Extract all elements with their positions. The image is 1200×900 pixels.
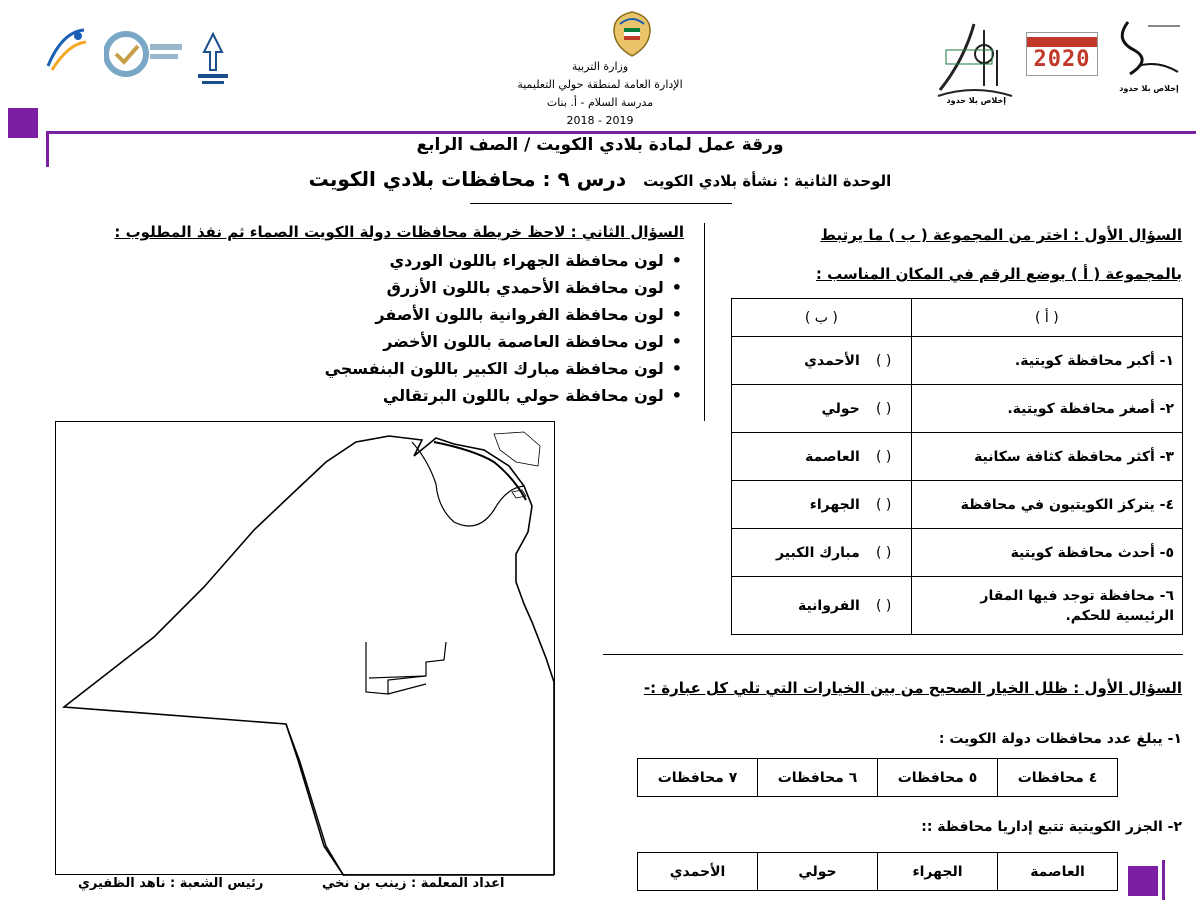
instruction-item: • لون محافظة مبارك الكبير باللون البنفسجي [325, 355, 682, 382]
match-answer-cell[interactable] [732, 337, 912, 385]
jahra-ahmadi-border [286, 724, 344, 876]
kuwait-outline [64, 436, 554, 876]
table-row [732, 433, 1183, 481]
answer-blank[interactable]: ( ) [875, 597, 892, 614]
match-statement: ٢- أصغر محافظة كويتية. [911, 385, 1182, 433]
choice-option[interactable]: الجهراء [878, 853, 998, 891]
answer-blank[interactable]: ( ) [875, 400, 892, 417]
answer-blank[interactable]: ( ) [875, 448, 892, 465]
worksheet-lesson-line [0, 167, 1200, 191]
title-underline [470, 203, 732, 204]
section-divider [603, 654, 1183, 655]
table-row [732, 481, 1183, 529]
question-two-heading: السؤال الثاني : لاحظ خريطة محافظات دولة الكويت الصماء ثم نفذ المطلوب : [114, 223, 684, 241]
worksheet-title: ورقة عمل لمادة بلادي الكويت / الصف الرابع [416, 135, 784, 155]
match-option: حولي [821, 400, 860, 417]
logo-salam-slogan: إخلاص بلا حدود [1119, 84, 1179, 93]
instruction-item: • لون محافظة الأحمدي باللون الأزرق [325, 274, 682, 301]
question-one-heading-line1: السؤال الأول : اختر من المجموعة ( ب ) ما يرتبط [820, 226, 1182, 244]
match-statement: ١- أكبر محافظة كويتية. [911, 337, 1182, 385]
header-year: 2018 - 2019 [566, 114, 634, 127]
table-row [732, 529, 1183, 577]
choice-option[interactable]: ٧ محافظات [638, 759, 758, 797]
answer-blank[interactable]: ( ) [875, 352, 892, 369]
corner-square-bottom [1128, 866, 1158, 896]
match-option: الأحمدي [804, 352, 860, 369]
logo-kuwait-emblem [610, 10, 654, 58]
instruction-item: • لون محافظة الفروانية باللون الأصفر [325, 301, 682, 328]
choice-option[interactable]: العاصمة [998, 853, 1118, 891]
match-answer-cell[interactable] [732, 433, 912, 481]
choice-option[interactable]: ٤ محافظات [998, 759, 1118, 797]
match-statement: ٣- أكثر محافظة كثافة سكانية [911, 433, 1182, 481]
logo-salam-school [1108, 16, 1188, 88]
match-statement: ٦- محافظة توجد فيها المقار الرئيسية للحكم. [911, 577, 1182, 635]
match-answer-cell[interactable] [732, 529, 912, 577]
table-row [732, 385, 1183, 433]
footer-rule [1162, 860, 1165, 900]
match-statement: ٤- يتركز الكويتيون في محافظة [911, 481, 1182, 529]
match-option: مبارك الكبير [776, 544, 860, 561]
instruction-item: • لون محافظة حولي باللون البرتقالي [325, 382, 682, 409]
answer-blank[interactable]: ( ) [875, 496, 892, 513]
logo-2020-text: 2020 [1033, 46, 1091, 72]
answer-blank[interactable]: ( ) [875, 544, 892, 561]
choice-question-2: ٢- الجزر الكويتية تتبع إداريا محافظة :: [921, 819, 1182, 835]
choice-question-1: ١- يبلغ عدد محافظات دولة الكويت : [938, 731, 1182, 747]
col-b-header: ( ب ) [732, 299, 912, 337]
logo-towers-slogan: إخلاص بلا حدود [946, 96, 1006, 105]
header-directorate: الإدارة العامة لمنطقة حولي التعليمية [517, 78, 683, 91]
logo-vision-2020 [1026, 32, 1098, 76]
match-option: الجهراء [809, 496, 860, 513]
column-divider [704, 223, 705, 421]
header-ministry: وزارة التربية [571, 60, 629, 73]
corner-square-top [8, 108, 38, 138]
match-answer-cell[interactable] [732, 385, 912, 433]
match-answer-cell[interactable] [732, 481, 912, 529]
governorate-border-3 [388, 684, 426, 694]
table-header-row [732, 299, 1183, 337]
header-rule [46, 131, 1196, 134]
unit-label: الوحدة الثانية : نشأة بلادي الكويت [643, 172, 892, 190]
match-answer-cell[interactable] [732, 577, 912, 635]
match-option: الفروانية [797, 597, 860, 614]
coloring-instructions [325, 247, 682, 409]
footer-head: رئيس الشعبة : ناهد الظفيري [78, 876, 264, 891]
choice-option[interactable]: ٦ محافظات [758, 759, 878, 797]
choice-option[interactable]: حولي [758, 853, 878, 891]
match-option: العاصمة [805, 448, 860, 465]
choice-options-2 [637, 852, 1118, 891]
choice-heading: السؤال الأول : ظلل الخيار الصحيح من بين الخيارات التي تلي كل عبارة :- [643, 679, 1182, 697]
question-one-heading-line2: بالمجموعة ( أ ) بوضع الرقم في المكان المناسب : [815, 265, 1182, 283]
governorate-border-1 [366, 642, 446, 694]
lesson-label: درس ٩ : محافظات بلادي الكويت [308, 167, 627, 191]
kuwait-blank-map [55, 421, 555, 875]
match-statement: ٥- أحدث محافظة كويتية [911, 529, 1182, 577]
table-row [732, 577, 1183, 635]
bay-coast [412, 442, 524, 526]
header-school: مدرسة السلام - أ. بنات [546, 96, 654, 109]
table-row [732, 337, 1183, 385]
choice-option[interactable]: ٥ محافظات [878, 759, 998, 797]
choice-option[interactable]: الأحمدي [638, 853, 758, 891]
footer-teacher: اعداد المعلمة : زينب بن نخي [322, 876, 505, 891]
col-a-header: ( أ ) [911, 299, 1182, 337]
instruction-item: • لون محافظة العاصمة باللون الأخضر [325, 328, 682, 355]
matching-table [731, 298, 1183, 635]
island-failaka [512, 490, 526, 498]
instruction-item: • لون محافظة الجهراء باللون الوردي [325, 247, 682, 274]
choice-options-1 [637, 758, 1118, 797]
